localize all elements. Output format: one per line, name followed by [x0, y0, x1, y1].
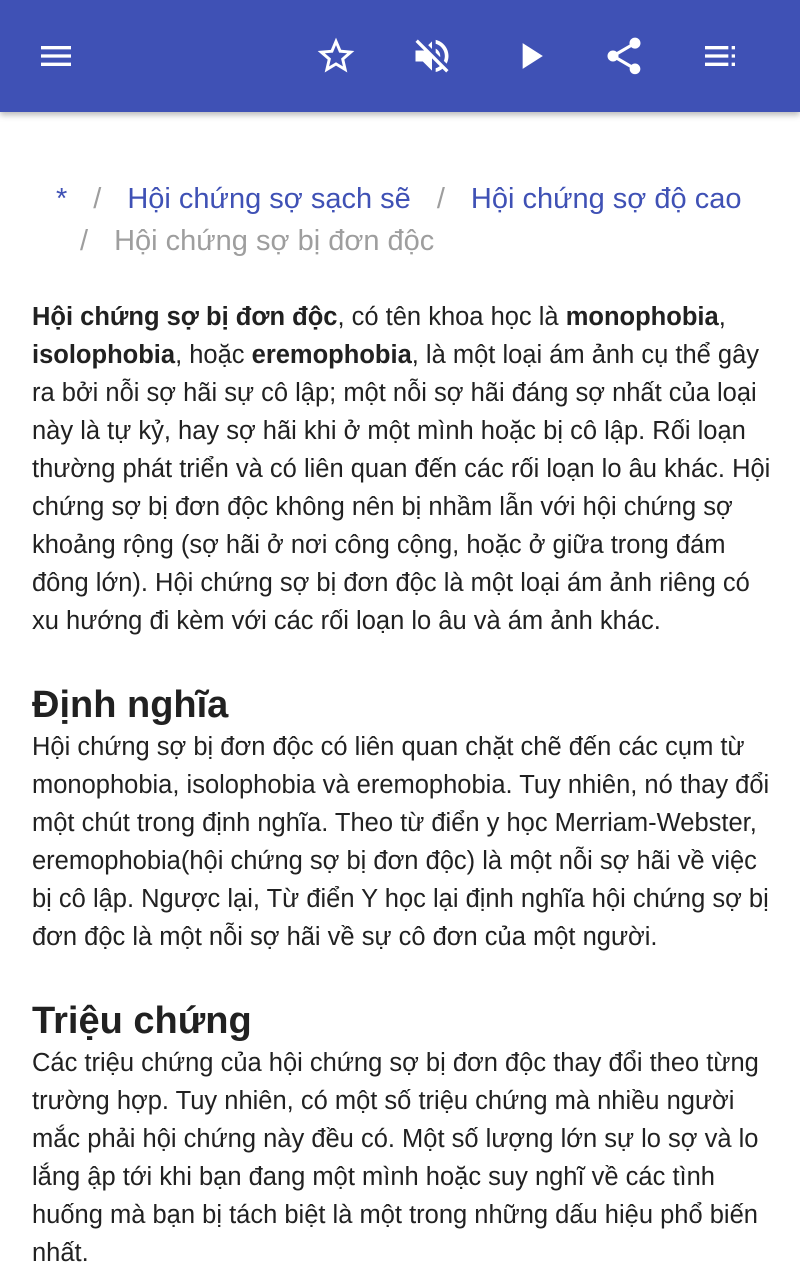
breadcrumb-link-heights[interactable]: Hội chứng sợ độ cao: [470, 183, 742, 215]
breadcrumb-home-link[interactable]: *: [56, 183, 68, 215]
breadcrumb-separator: /: [436, 183, 445, 215]
star-icon[interactable]: [308, 28, 364, 84]
section-body-symptoms: Các triệu chứng của hội chứng sợ bị đơn độc thay đổi theo từng trường hợp. Tuy nhiên, có một số triệu chứng mà nhiều người mắc phải hội chứng này đều có. Một số lượng lớn sự lo sợ và lo lắng ập tới khi bạn đang một mình hoặc suy nghĩ về các tình huống mà bạn bị tách biệt là một trong những dấu hiệu phổ biến nhất.: [32, 1049, 759, 1267]
play-icon[interactable]: [502, 28, 558, 84]
intro-paragraph: [32, 298, 772, 640]
intro-text: , là một loại ám ảnh cụ thể gây ra bởi nỗi sợ hãi sự cô lập; một nỗi sợ hãi đáng sợ nhất của loại này là tự kỷ, hay sợ hãi khi ở một mình hoặc bị cô lập. Rối loạn thường phát triển và có liên quan đến các rối loạn lo âu khác. Hội chứng sợ bị đơn độc không nên bị nhầm lẫn với hội chứng sợ khoảng rộng (sợ hãi ở nơi công cộng, hoặc ở giữa trong đám đông lớn). Hội chứng sợ bị đơn độc là một loại ám ảnh riêng có xu hướng đi kèm với các rối loạn lo âu và ám ảnh khác.: [32, 341, 771, 635]
intro-text: , hoặc: [175, 341, 252, 369]
breadcrumb-link-clean[interactable]: Hội chứng sợ sạch sẽ: [127, 183, 411, 215]
section-heading-symptoms: Triệu chứng: [32, 1000, 252, 1042]
term-main: Hội chứng sợ bị đơn độc: [32, 303, 338, 331]
share-icon[interactable]: [596, 28, 652, 84]
breadcrumb: [56, 178, 756, 262]
list-icon[interactable]: [692, 28, 748, 84]
term-isolophobia: isolophobia: [32, 341, 176, 369]
intro-text: ,: [718, 303, 726, 331]
term-monophobia: monophobia: [565, 303, 719, 331]
app-bar: [0, 0, 800, 112]
section-body-definition: Hội chứng sợ bị đơn độc có liên quan chặt chẽ đến các cụm từ monophobia, isolophobia và eremophobia. Tuy nhiên, nó thay đổi một chút trong định nghĩa. Theo từ điển y học Merriam-Webster, eremophobia(hội chứng sợ bị đơn độc) là một nỗi sợ hãi về việc bị cô lập. Ngược lại, Từ điển Y học lại định nghĩa hội chứng sợ bị đơn độc là một nỗi sợ hãi về sự cô đơn của một người.: [32, 733, 770, 951]
article: [32, 298, 772, 1272]
intro-text: , có tên khoa học là: [337, 303, 566, 331]
section-heading-definition: Định nghĩa: [32, 684, 229, 726]
volume-off-icon[interactable]: [404, 28, 460, 84]
content-area: [0, 112, 800, 1280]
menu-icon[interactable]: [28, 28, 84, 84]
breadcrumb-separator: /: [80, 225, 89, 257]
breadcrumb-current: Hội chứng sợ bị đơn độc: [114, 225, 435, 257]
term-eremophobia: eremophobia: [251, 341, 412, 369]
breadcrumb-separator: /: [93, 183, 102, 215]
